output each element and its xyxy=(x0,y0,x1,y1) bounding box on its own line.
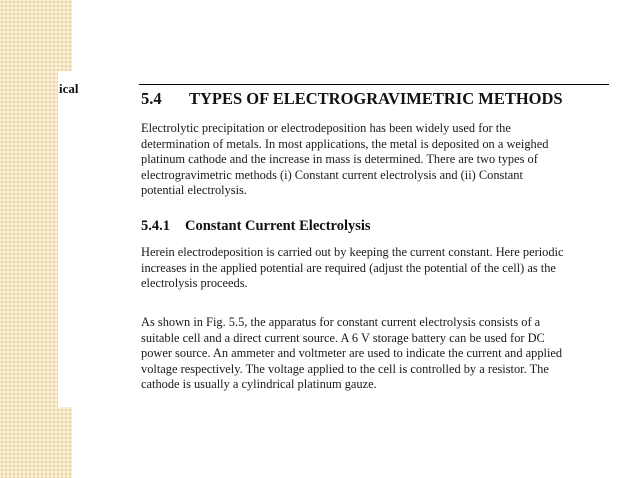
subsection-title: Constant Current Electrolysis xyxy=(185,218,371,234)
paragraph-apparatus xyxy=(141,315,611,393)
paragraph-intro xyxy=(141,121,611,199)
paragraph-line: power source. An ammeter and voltmeter are used to indicate the current and applied xyxy=(141,346,563,361)
subsection-heading xyxy=(141,218,371,235)
paragraph-line: As shown in Fig. 5.5, the apparatus for constant current electrolysis consists of a xyxy=(141,315,541,329)
paragraph-line: Electrolytic precipitation or electrodeposition has been widely used for the xyxy=(141,121,511,135)
cropped-side-label: ical xyxy=(59,81,79,96)
paragraph-line: platinum cathode and the increase in mass is determined. There are two types of xyxy=(141,152,538,167)
section-number: 5.4 xyxy=(141,89,162,108)
paragraph-line: electrogravimetric methods (i) Constant current electrolysis and (ii) Constant xyxy=(141,167,523,182)
paragraph-line: electrolysis proceeds. xyxy=(141,276,248,291)
subsection-number: 5.4.1 xyxy=(141,218,170,234)
paragraph-line: potential electrolysis. xyxy=(141,183,247,198)
paragraph-line: cathode is usually a cylindrical platinum gauze. xyxy=(141,377,377,392)
paragraph-line: suitable cell and a direct current source. A 6 V storage battery can be used for DC xyxy=(141,330,545,345)
paragraph-line: increases in the applied potential are required (adjust the potential of the cell) as the xyxy=(141,260,556,275)
section-heading xyxy=(141,89,563,109)
paragraph-line: voltage respectively. The voltage applied to the cell is controlled by a resistor. The xyxy=(141,361,549,376)
paragraph-line: determination of metals. In most applications, the metal is deposited on a weighed xyxy=(141,136,549,151)
paragraph-line: Herein electrodeposition is carried out by keeping the current constant. Here periodic xyxy=(141,245,564,259)
header-rule xyxy=(139,84,609,85)
paragraph-constant-current xyxy=(141,245,611,292)
section-title: TYPES OF ELECTROGRAVIMETRIC METHODS xyxy=(189,89,563,108)
